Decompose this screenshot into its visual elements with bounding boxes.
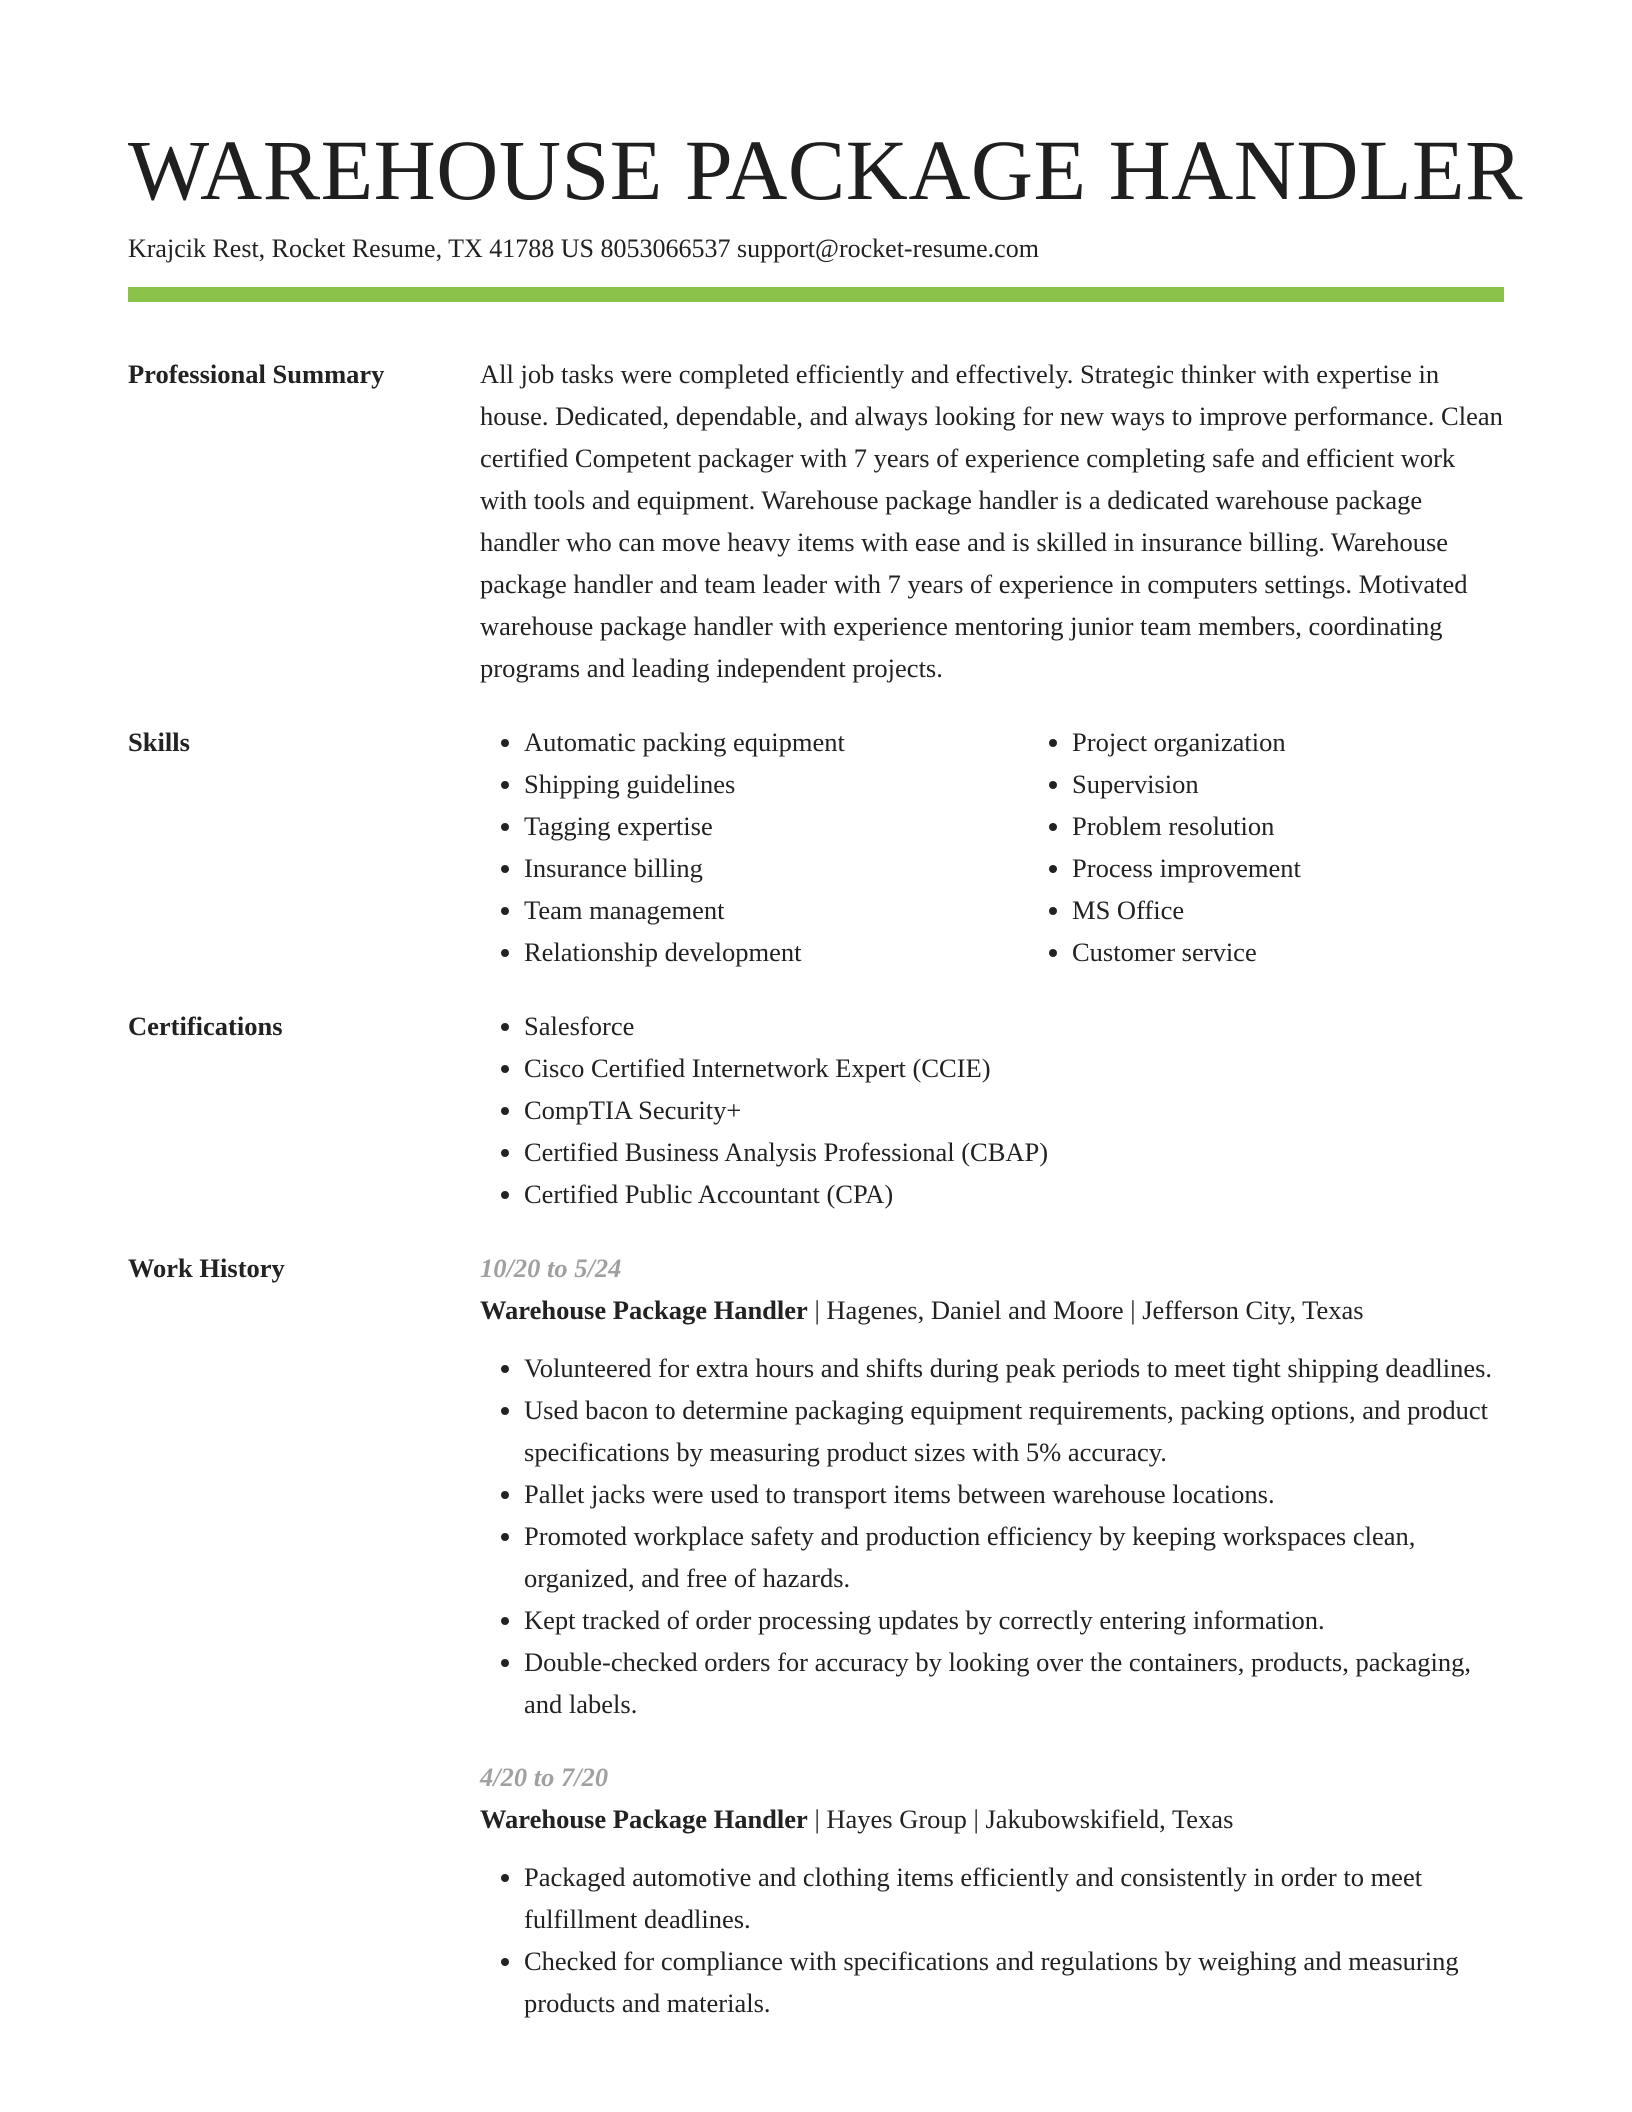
job-dates: 10/20 to 5/24 (480, 1253, 622, 1283)
certification-item: • Cisco Certified Internetwork Expert (CCIE) (524, 1047, 1504, 1089)
skill-item: • Supervision (1072, 763, 1576, 805)
skills-list-left (480, 721, 1028, 973)
skill-item: • MS Office (1072, 889, 1576, 931)
job-bullet: • Volunteered for extra hours and shifts during peak periods to meet tight shipping deadlines. (524, 1347, 1504, 1389)
skill-item: • Tagging expertise (524, 805, 1028, 847)
job-title: Warehouse Package Handler (480, 1295, 808, 1325)
skill-item: • Shipping guidelines (524, 763, 1028, 805)
skill-item: • Project organization (1072, 721, 1576, 763)
work-history-heading: Work History (128, 1253, 285, 1283)
contact-line: Krajcik Rest, Rocket Resume, TX 41788 US 8053066537 support@rocket-resume.com (128, 234, 1039, 263)
job-title: Warehouse Package Handler (480, 1804, 808, 1834)
job-bullet: • Pallet jacks were used to transport items between warehouse locations. (524, 1473, 1504, 1515)
summary-heading: Professional Summary (128, 359, 385, 389)
work-history-section (128, 1247, 1504, 2024)
job-bullet: • Promoted workplace safety and production efficiency by keeping workspaces clean, organized, and free of hazards. (524, 1515, 1504, 1599)
job-bullet: • Packaged automotive and clothing items efficiently and consistently in order to meet fulfillment deadlines. (524, 1856, 1504, 1940)
skill-item: • Customer service (1072, 931, 1576, 973)
job-bullets (480, 1347, 1504, 1725)
certifications-body (480, 1005, 1504, 1215)
skills-heading: Skills (128, 727, 190, 757)
job-entry (480, 1756, 1504, 2024)
job-details: | Hagenes, Daniel and Moore | Jefferson City, Texas (807, 1295, 1364, 1325)
certification-item: • CompTIA Security+ (524, 1089, 1504, 1131)
job-heading (480, 1289, 1504, 1331)
accent-divider (128, 287, 1504, 302)
job-entry (480, 1247, 1504, 1725)
certifications-heading: Certifications (128, 1011, 283, 1041)
summary-text: All job tasks were completed efficiently and effectively. Strategic thinker with expertise in house. Dedicated, dependable, and always looking for new ways to improve performance. Clean certified Competent packager with 7 years of experience completing safe and efficient work with tools and equipment. Warehouse package handler is a dedicated warehouse package handler who can move heavy items with ease and is skilled in insurance billing. Warehouse package handler and team leader with 7 years of experience in computers settings. Motivated warehouse package handler with experience mentoring junior team members, coordinating programs and leading independent projects. (480, 359, 1503, 683)
certifications-section (128, 1005, 1504, 1215)
certification-item: • Certified Business Analysis Professional (CBAP) (524, 1131, 1504, 1173)
job-bullets (480, 1856, 1504, 2024)
job-bullet: • Double-checked orders for accuracy by looking over the containers, products, packaging, and labels. (524, 1641, 1504, 1725)
job-bullet: • Used bacon to determine packaging equipment requirements, packing options, and product specifications by measuring product sizes with 5% accuracy. (524, 1389, 1504, 1473)
resume-title: WAREHOUSE PACKAGE HANDLER (128, 122, 1523, 218)
summary-section (128, 353, 1504, 689)
skill-item: • Problem resolution (1072, 805, 1576, 847)
skill-item: • Relationship development (524, 931, 1028, 973)
skill-item: • Insurance billing (524, 847, 1028, 889)
skills-section (128, 721, 1504, 973)
job-details: | Hayes Group | Jakubowskifield, Texas (807, 1804, 1234, 1834)
resume-page (128, 118, 1523, 2024)
job-heading (480, 1798, 1504, 1840)
work-history-body (480, 1247, 1504, 2024)
certification-item: • Certified Public Accountant (CPA) (524, 1173, 1504, 1215)
skills-columns (480, 721, 1576, 973)
skills-list-right (1028, 721, 1576, 973)
skill-item: • Team management (524, 889, 1028, 931)
job-bullet: • Checked for compliance with specifications and regulations by weighing and measuring products and materials. (524, 1940, 1504, 2024)
certifications-list (480, 1005, 1504, 1215)
job-dates: 4/20 to 7/20 (480, 1762, 609, 1792)
skill-item: • Process improvement (1072, 847, 1576, 889)
certification-item: • Salesforce (524, 1005, 1504, 1047)
skill-item: • Automatic packing equipment (524, 721, 1028, 763)
job-bullet: • Kept tracked of order processing updates by correctly entering information. (524, 1599, 1504, 1641)
